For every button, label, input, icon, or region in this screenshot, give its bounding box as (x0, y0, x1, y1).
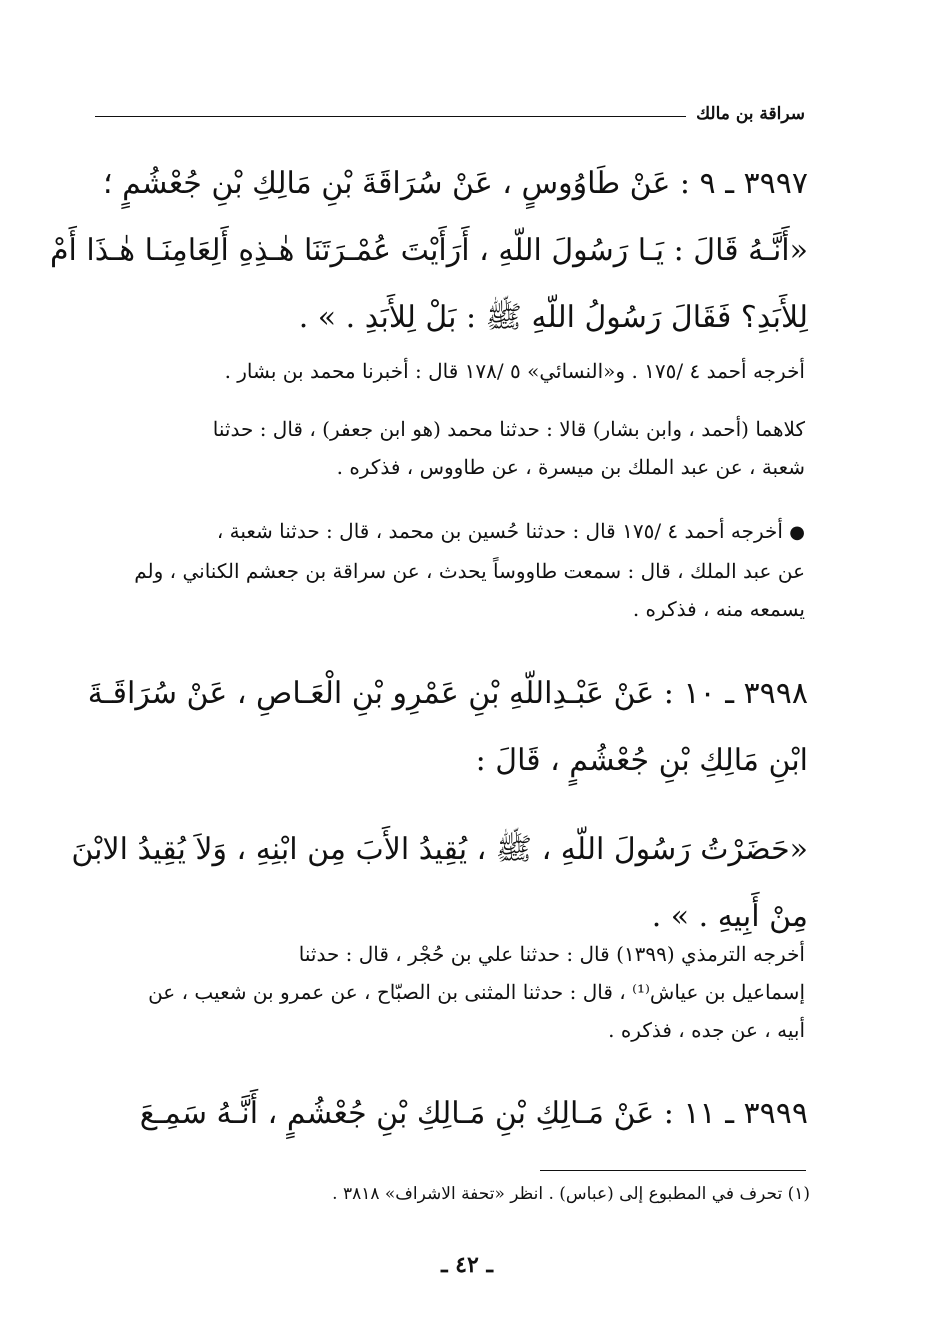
hadith-line: لِلأَبَدِ؟ فَقَالَ رَسُولُ اللّهِ ﷺ : بَلْ لِلأَبَدِ . » . (298, 300, 808, 335)
note-line: إسماعيل بن عياش⁽¹⁾ ، قال : حدثنا المثنى بن الصبّاح ، عن عمرو بن شعيب ، عن (148, 980, 805, 1004)
footnote-rule (540, 1170, 806, 1171)
takhrij-note-2 (108, 410, 805, 486)
hadith-line: ٣٩٩٨ ـ ١٠ : عَنْ عَبْـدِاللّهِ بْنِ عَمْرِو بْنِ الْعَـاصِ ، عَنْ سُرَاقَـةَ (87, 676, 808, 711)
hadith-3998 (71, 660, 808, 950)
hadith-line: مِنْ أَبِيهِ . » . (651, 899, 808, 934)
bullet-icon: ● (789, 522, 805, 543)
hadith-3999 (108, 1080, 808, 1147)
page-number: ـ ٤٢ ـ (441, 1252, 493, 1278)
running-header (95, 104, 805, 124)
running-title: سراقة بن مالك (696, 104, 805, 124)
note-line: يسمعه منه ، فذكره . (632, 597, 805, 621)
takhrij-note-1 (120, 352, 805, 390)
note-line: أخرجه أحمد ٤ /١٧٥ قال : حدثنا حُسين بن محمد ، قال : حدثنا شعبة ، (216, 519, 783, 543)
note-line: أخرجه الترمذي (١٣٩٩) قال : حدثنا علي بن حُجْر ، قال : حدثنا (298, 942, 805, 966)
takhrij-note-3 (108, 512, 805, 628)
hadith-line: ٣٩٩٧ ـ ٩ : عَنْ طَاوُوسٍ ، عَنْ سُرَاقَةَ بْنِ مَالِكِ بْنِ جُعْشُمٍ ؛ (103, 166, 808, 201)
header-rule (95, 116, 686, 117)
hadith-line: «حَضَرْتُ رَسُولَ اللّهِ ، ﷺ ، يُقِيدُ الأَبَ مِن ابْنِهِ ، وَلاَ يُقِيدُ الابْنَ (71, 832, 808, 867)
note-line: كلاهما (أحمد ، وابن بشار) قالا : حدثنا محمد (هو ابن جعفر) ، قال : حدثنا (212, 417, 805, 441)
hadith-line: ابْنِ مَالِكِ بْنِ جُعْشُمٍ ، قَالَ : (475, 743, 808, 778)
takhrij-note-4 (108, 935, 805, 1049)
hadith-3997 (49, 150, 808, 351)
note-line: عن عبد الملك ، قال : سمعت طاووساً يحدث ، عن سراقة بن جعشم الكناني ، ولم (134, 559, 805, 583)
hadith-line: ٣٩٩٩ ـ ١١ : عَنْ مَـالِكِ بْنِ مَـالِكِ بْنِ جُعْشُمٍ ، أَنَّـهُ سَمِـعَ (139, 1096, 808, 1131)
note-line: شعبة ، عن عبد الملك بن ميسرة ، عن طاووس ، فذكره . (336, 455, 805, 479)
hadith-line: «أَنَّـهُ قَالَ : يَـا رَسُولَ اللّهِ ، أَرَأَيْتَ عُمْـرَتَنَا هٰـذِهِ أَلِعَامِنَـا هٰـذَا أَمْ (49, 233, 808, 268)
note-line: أبيه ، عن جده ، فذكره . (608, 1018, 805, 1042)
note-line: أخرجه أحمد ٤ /١٧٥ . و«النسائي» ٥ /١٧٨ قال : أخبرنا محمد بن بشار . (224, 359, 805, 383)
footnote: (١) تحرف في المطبوع إلى (عباس) . انظر «تحفة الاشراف» ٣٨١٨ . (332, 1184, 810, 1204)
